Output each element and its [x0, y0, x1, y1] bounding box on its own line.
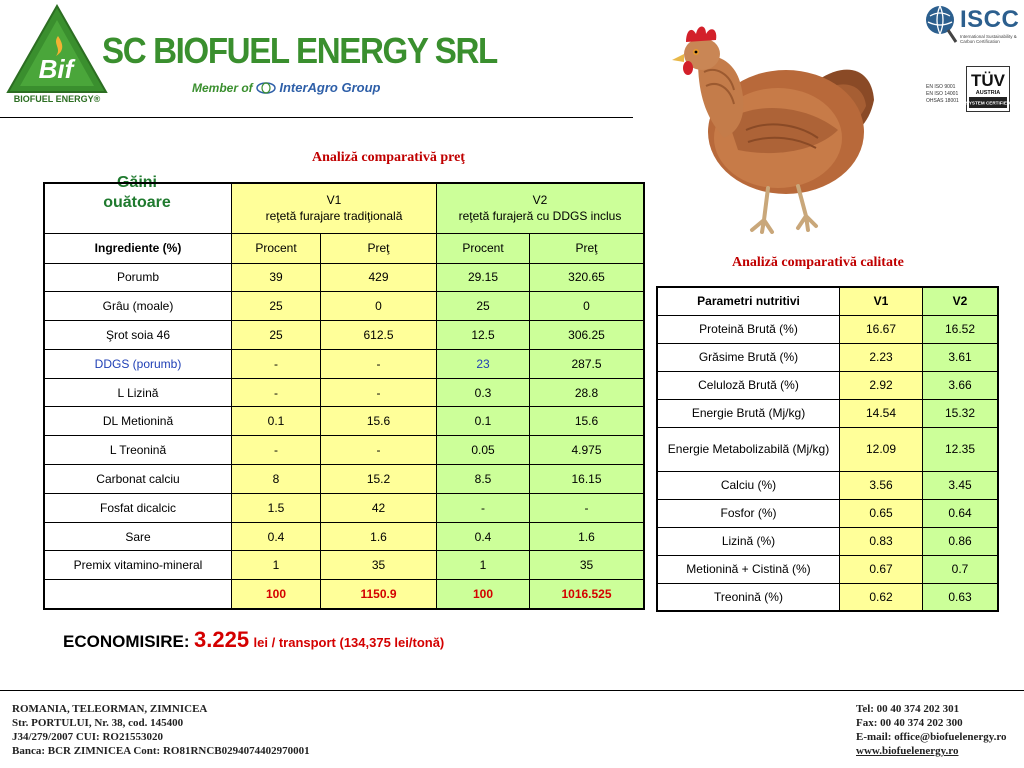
table-row: [44, 321, 644, 350]
table-row: [44, 436, 644, 465]
table-column-header-row: [44, 233, 644, 263]
table-cell: 0.64: [923, 499, 999, 527]
parameter-name: Energie Brută (Mj/kg): [657, 399, 840, 427]
parameter-name: Energie Metabolizabilă (Mj/kg): [657, 427, 840, 471]
table-row: [657, 555, 998, 583]
table-cell: 429: [321, 263, 437, 292]
animal-title-line: Găini: [116, 174, 157, 191]
hen-image: [668, 20, 878, 234]
animal-title-line: ouătoare: [103, 194, 171, 211]
table-cell: 15.32: [923, 399, 999, 427]
table-row: [657, 471, 998, 499]
table-cell: 0.67: [840, 555, 923, 583]
table-cell: 15.6: [321, 407, 437, 436]
table-row: [657, 315, 998, 343]
ingredient-name: L Lizină: [44, 378, 232, 407]
price-analysis-caption: Analiză comparativă preţ: [312, 150, 465, 165]
iso-list: [926, 84, 959, 105]
table-row: [657, 527, 998, 555]
table-cell: 3.45: [923, 471, 999, 499]
footer-line: Str. PORTULUI, Nr. 38, cod. 145400: [12, 717, 184, 729]
footer-line: J34/279/2007 CUI: RO21553020: [12, 731, 163, 743]
v1-title: V1: [326, 193, 342, 208]
savings-label: ECONOMISIRE:: [63, 632, 190, 651]
iso-line: EN ISO 14001: [926, 91, 959, 97]
table-cell-blank: [44, 183, 232, 233]
table-cell: 16.15: [530, 465, 645, 494]
table-cell: -: [321, 378, 437, 407]
logo-caption: BIOFUEL ENERGY®: [13, 94, 101, 104]
table-cell: 0.65: [840, 499, 923, 527]
tuv-name: TÜV: [971, 71, 1005, 90]
table-row: [44, 292, 644, 321]
table-cell: 0.1: [232, 407, 321, 436]
table-cell: 0.7: [923, 555, 999, 583]
table-cell: 42: [321, 493, 437, 522]
table-cell: 0.86: [923, 527, 999, 555]
tuv-badge-icon: [966, 66, 1010, 112]
column-header: V2: [923, 287, 999, 315]
table-column-header-row: [657, 287, 998, 315]
parameter-name: Fosfor (%): [657, 499, 840, 527]
table-cell: 1: [232, 551, 321, 580]
iscc-globe-icon: [924, 4, 958, 44]
member-line: [192, 80, 380, 95]
v1-subtitle: reţetă furajare tradiţională: [265, 209, 403, 224]
footer-divider: [0, 690, 1024, 691]
table-cell: 1: [437, 551, 530, 580]
table-cell: 0.83: [840, 527, 923, 555]
footer-line: ROMANIA, TELEORMAN, ZIMNICEA: [12, 703, 208, 715]
table-row: [44, 407, 644, 436]
table-cell: 25: [232, 292, 321, 321]
table-row: [44, 493, 644, 522]
table-cell: 0.1: [437, 407, 530, 436]
table-row: [44, 522, 644, 551]
parameter-name: Calciu (%): [657, 471, 840, 499]
savings-summary: [63, 627, 444, 653]
column-header: V1: [840, 287, 923, 315]
parameter-name: Grăsime Brută (%): [657, 343, 840, 371]
table-cell: 12.09: [840, 427, 923, 471]
column-header: Procent: [232, 233, 321, 263]
table-row: [44, 349, 644, 378]
table-row: [657, 343, 998, 371]
parameter-name: Metionină + Cistină (%): [657, 555, 840, 583]
table-cell: 8.5: [437, 465, 530, 494]
table-row: [44, 378, 644, 407]
totals-label: [44, 580, 232, 609]
ingredient-name: Grâu (moale): [44, 292, 232, 321]
table-cell: 612.5: [321, 321, 437, 350]
table-cell: 0.4: [437, 522, 530, 551]
company-name: SC BIOFUEL ENERGY SRL: [102, 30, 497, 71]
totals-row: [44, 580, 644, 609]
ingredient-name: Premix vitamino-mineral: [44, 551, 232, 580]
quality-analysis-caption: Analiză comparativă calitate: [732, 255, 904, 270]
table-cell: 25: [437, 292, 530, 321]
column-header: Preţ: [530, 233, 645, 263]
parameter-name: Lizină (%): [657, 527, 840, 555]
table-header-row: [44, 183, 644, 233]
table-cell: 320.65: [530, 263, 645, 292]
table-row: [657, 583, 998, 611]
footer-website-link[interactable]: www.biofuelenergy.ro: [856, 745, 959, 757]
table-cell: -: [530, 493, 645, 522]
table-cell: -: [232, 436, 321, 465]
footer-email[interactable]: E-mail: office@biofuelenergy.ro: [856, 731, 1007, 743]
total-cell: 100: [437, 580, 530, 609]
parameter-name: Proteină Brută (%): [657, 315, 840, 343]
table-cell: 0.4: [232, 522, 321, 551]
table-row: [657, 399, 998, 427]
ingredient-name: Şrot soia 46: [44, 321, 232, 350]
header-divider: [0, 117, 633, 118]
table-cell: 15.2: [321, 465, 437, 494]
ingredient-name: Porumb: [44, 263, 232, 292]
table-cell: 0.3: [437, 378, 530, 407]
quality-comparison-table: [656, 286, 999, 612]
table-cell: 287.5: [530, 349, 645, 378]
footer-fax: Fax: 00 40 374 202 300: [856, 717, 963, 729]
table-cell: 28.8: [530, 378, 645, 407]
footer-contact: [856, 702, 1007, 758]
table-cell: 1.6: [530, 522, 645, 551]
total-cell: 1150.9: [321, 580, 437, 609]
table-cell: 2.23: [840, 343, 923, 371]
v2-header: [437, 183, 645, 233]
ingredient-name: Sare: [44, 522, 232, 551]
ingredient-name: DL Metionină: [44, 407, 232, 436]
column-header: Ingrediente (%): [44, 233, 232, 263]
table-cell: 12.5: [437, 321, 530, 350]
table-cell: 306.25: [530, 321, 645, 350]
footer-address: [12, 702, 310, 758]
ingredient-name: DDGS (porumb): [44, 349, 232, 378]
table-cell: 23: [437, 349, 530, 378]
table-row: [44, 551, 644, 580]
table-cell: 25: [232, 321, 321, 350]
table-cell: -: [437, 493, 530, 522]
interagro-icon: [256, 82, 276, 94]
table-cell: 8: [232, 465, 321, 494]
parameter-name: Treonină (%): [657, 583, 840, 611]
footer-line: Banca: BCR ZIMNICEA Cont: RO81RNCB0294074402970001: [12, 745, 310, 757]
total-cell: 1016.525: [530, 580, 645, 609]
table-cell: 0: [321, 292, 437, 321]
table-cell: 35: [530, 551, 645, 580]
tuv-status: SYSTEM CERTIFIED: [966, 100, 1010, 106]
savings-unit: lei / transport (134,375 lei/tonă): [253, 635, 445, 650]
table-cell: -: [321, 436, 437, 465]
iso-line: OHSAS 18001: [926, 98, 959, 104]
table-row: [657, 499, 998, 527]
table-cell: 1.5: [232, 493, 321, 522]
table-cell: 4.975: [530, 436, 645, 465]
table-cell: 12.35: [923, 427, 999, 471]
table-cell: -: [232, 349, 321, 378]
table-cell: 3.66: [923, 371, 999, 399]
tuv-country: AUSTRIA: [975, 90, 1001, 96]
table-cell: 39: [232, 263, 321, 292]
table-cell: 1.6: [321, 522, 437, 551]
table-cell: 16.52: [923, 315, 999, 343]
ingredient-name: Fosfat dicalcic: [44, 493, 232, 522]
member-prefix: Member of: [192, 81, 253, 95]
table-cell: 2.92: [840, 371, 923, 399]
column-header: Procent: [437, 233, 530, 263]
table-row: [44, 263, 644, 292]
iscc-name: ISCC: [960, 6, 1020, 33]
ingredient-name: Carbonat calciu: [44, 465, 232, 494]
table-cell: 29.15: [437, 263, 530, 292]
table-cell: 0.63: [923, 583, 999, 611]
total-cell: 100: [232, 580, 321, 609]
table-cell: 0.62: [840, 583, 923, 611]
ingredient-name: L Treonină: [44, 436, 232, 465]
iscc-subtitle: International Sustainability & Carbon Certification: [960, 34, 1017, 44]
table-cell: 3.61: [923, 343, 999, 371]
table-cell: -: [232, 378, 321, 407]
table-cell: 0.05: [437, 436, 530, 465]
v2-subtitle: reţetă furajeră cu DDGS inclus: [458, 209, 622, 224]
table-cell: 15.6: [530, 407, 645, 436]
table-row: [657, 427, 998, 471]
parameter-name: Celuloză Brută (%): [657, 371, 840, 399]
table-row: [657, 371, 998, 399]
footer-tel: Tel: 00 40 374 202 301: [856, 703, 960, 715]
table-cell: 3.56: [840, 471, 923, 499]
column-header: Parametri nutritivi: [657, 287, 840, 315]
v2-title: V2: [532, 193, 548, 208]
member-group: InterAgro Group: [279, 80, 381, 95]
column-header: Preţ: [321, 233, 437, 263]
table-cell: -: [321, 349, 437, 378]
table-cell: 35: [321, 551, 437, 580]
table-cell: 0: [530, 292, 645, 321]
table-row: [44, 465, 644, 494]
price-comparison-table: [43, 182, 645, 610]
biofuel-logo-icon: [6, 4, 108, 104]
savings-amount: 3.225: [194, 627, 250, 652]
table-cell: 16.67: [840, 315, 923, 343]
v1-header: [232, 183, 437, 233]
table-cell: 14.54: [840, 399, 923, 427]
logo-mark-text: Bif: [38, 54, 74, 84]
iso-line: EN ISO 9001: [926, 84, 956, 90]
